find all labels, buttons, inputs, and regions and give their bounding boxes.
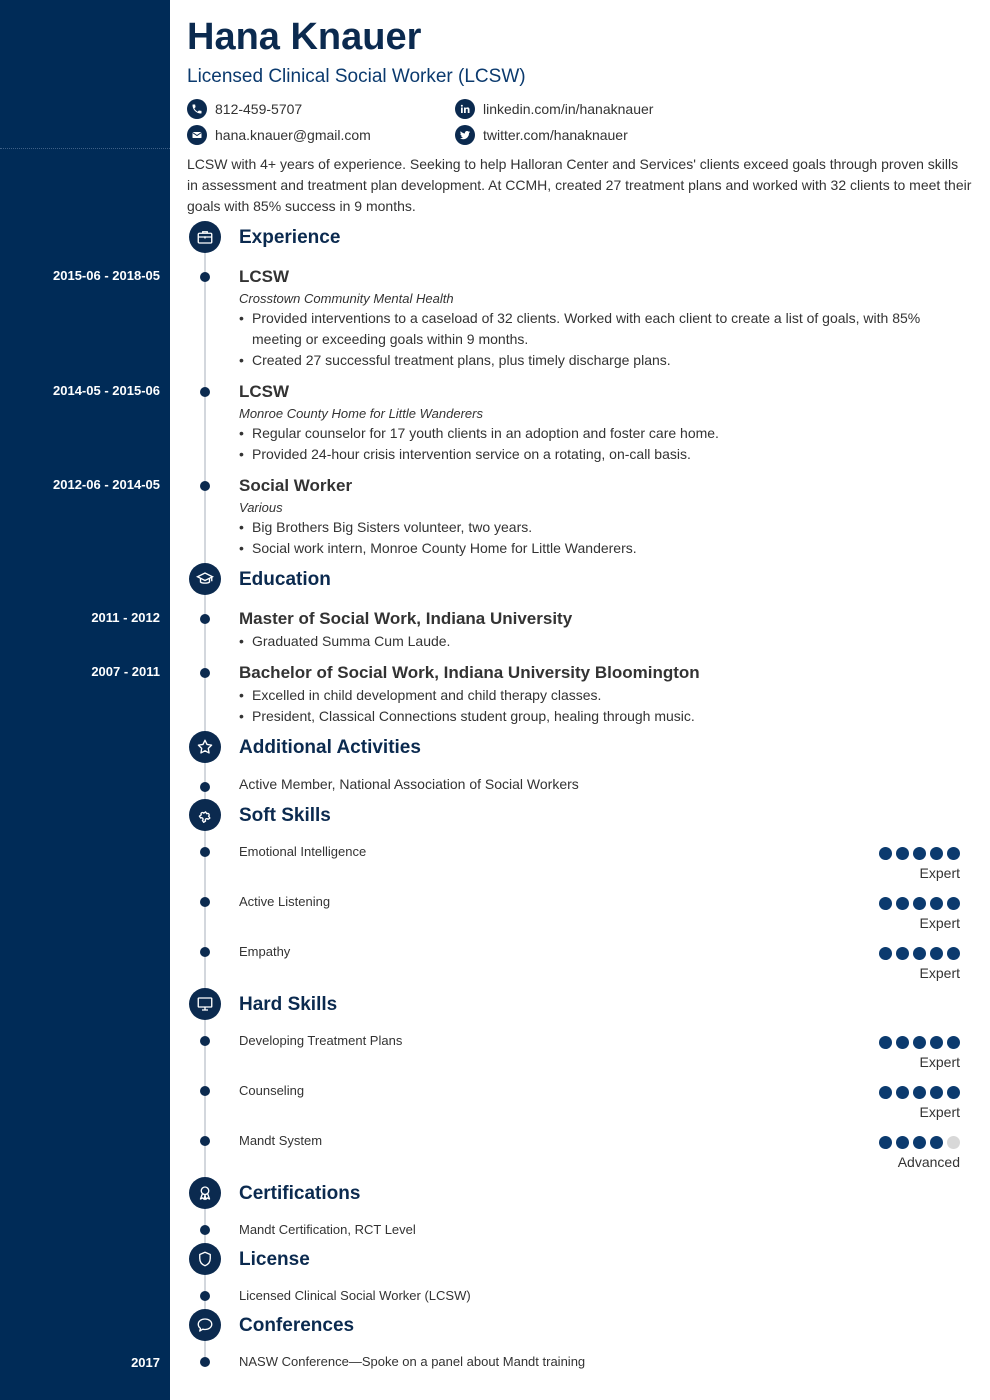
edu-1-bullets [239,631,939,652]
certification-item: Mandt Certification, RCT Level [239,1222,416,1237]
activities-heading: Additional Activities [239,737,421,758]
linkedin-text[interactable]: linkedin.com/in/hanaknauer [483,101,654,117]
timeline-dot [200,1357,210,1367]
email-text[interactable]: hana.knauer@gmail.com [215,127,371,143]
certifications-heading: Certifications [239,1183,361,1204]
soft-skill-1-level: Expert [919,865,960,881]
hard-skill-3-rating [879,1136,960,1149]
job-3-org: Various [239,500,283,515]
twitter-icon [455,125,475,145]
list-item: • Regular counselor for 17 youth clients in an adoption and foster care home. [239,423,939,444]
hard-skill-2-name: Counseling [239,1083,305,1098]
hard-skill-1-rating [879,1036,960,1049]
list-item: • Provided interventions to a caseload of 32 clients. Worked with each client to create a list of goals, with 85% meeting or exceeding goals within 9 months. [239,308,939,350]
sidebar-divider [0,148,170,149]
rating-dot-filled [930,1136,943,1149]
award-ribbon-icon [189,1177,221,1209]
license-heading: License [239,1249,310,1270]
rating-dot-filled [930,847,943,860]
graduation-cap-icon [189,563,221,595]
soft-skill-2-rating [879,897,960,910]
job-2-org: Monroe County Home for Little Wanderers [239,406,483,421]
rating-dot-filled [879,1136,892,1149]
rating-dot-filled [947,947,960,960]
timeline-dot [200,387,210,397]
shield-icon [189,1243,221,1275]
job-1-org: Crosstown Community Mental Health [239,291,454,306]
rating-dot-filled [896,947,909,960]
hard-skill-3-level: Advanced [897,1154,960,1170]
edu-2-bullets [239,685,939,727]
list-item: • Big Brothers Big Sisters volunteer, two years. [239,517,939,538]
job-2-dates: 2014-05 - 2015-06 [53,383,160,398]
timeline-dot [200,1086,210,1096]
monitor-icon [189,988,221,1020]
edu-1-title: Master of Social Work, Indiana University [239,609,573,628]
edu-1-dates: 2011 - 2012 [91,610,160,625]
rating-dot-filled [930,1086,943,1099]
job-3-title: Social Worker [239,476,353,495]
experience-heading: Experience [239,227,341,248]
rating-dot-filled [879,947,892,960]
soft-skill-2-level: Expert [919,915,960,931]
timeline-dot [200,947,210,957]
candidate-title: Licensed Clinical Social Worker (LCSW) [187,66,526,87]
hard-skills-heading: Hard Skills [239,994,338,1015]
rating-dot-filled [896,1136,909,1149]
rating-dot-filled [879,897,892,910]
hard-skill-1-level: Expert [919,1054,960,1070]
job-3-dates: 2012-06 - 2014-05 [53,477,160,492]
list-item: • Created 27 successful treatment plans, plus timely discharge plans. [239,350,939,371]
rating-dot-filled [879,847,892,860]
rating-dot-filled [896,897,909,910]
twitter-text[interactable]: twitter.com/hanaknauer [483,127,628,143]
timeline-dot [200,481,210,491]
soft-skill-2-name: Active Listening [239,894,331,909]
contact-twitter [455,125,628,145]
rating-dot-filled [896,847,909,860]
rating-dot-filled [947,1086,960,1099]
job-1-dates: 2015-06 - 2018-05 [53,268,160,283]
list-item: • Graduated Summa Cum Laude. [239,631,939,652]
timeline-dot [200,847,210,857]
rating-dot-filled [913,1136,926,1149]
rating-dot-filled [913,1086,926,1099]
edu-2-title: Bachelor of Social Work, Indiana University Bloomington [239,663,700,682]
rating-dot-filled [879,1086,892,1099]
hard-skill-1-name: Developing Treatment Plans [239,1033,403,1048]
rating-dot-filled [879,1036,892,1049]
job-2-title: LCSW [239,382,290,401]
rating-dot-filled [913,897,926,910]
list-item: • Social work intern, Monroe County Home for Little Wanderers. [239,538,939,559]
timeline-dot [200,782,210,792]
star-icon [189,731,221,763]
hard-skill-3-name: Mandt System [239,1133,323,1148]
rating-dot-empty [947,1136,960,1149]
hard-skill-2-rating [879,1086,960,1099]
envelope-icon [187,125,207,145]
profile-summary: LCSW with 4+ years of experience. Seeking to help Halloran Center and Services' clients exceed goals through proven skills in assessment and treatment plan development. At CCMH, created 27 treatment plans and worked with 32 clients to meet their goals with 85% success in 9 months. [187,156,972,214]
list-item: • Excelled in child development and child therapy classes. [239,685,939,706]
job-3-bullets [239,517,939,559]
edu-2-dates: 2007 - 2011 [91,664,160,679]
linkedin-icon [455,99,475,119]
timeline-dot [200,1136,210,1146]
soft-skill-3-name: Empathy [239,944,291,959]
timeline-dot [200,272,210,282]
briefcase-icon [189,221,221,253]
rating-dot-filled [913,947,926,960]
conference-item: NASW Conference—Spoke on a panel about Mandt training [239,1354,586,1369]
sidebar [0,0,170,1400]
rating-dot-filled [913,1036,926,1049]
rating-dot-filled [947,847,960,860]
candidate-name: Hana Knauer [187,16,422,58]
timeline-dot [200,614,210,624]
education-heading: Education [239,569,331,590]
timeline-dot [200,668,210,678]
puzzle-piece-icon [189,799,221,831]
rating-dot-filled [930,897,943,910]
rating-dot-filled [947,897,960,910]
conferences-heading: Conferences [239,1315,355,1336]
job-2-bullets [239,423,939,465]
rating-dot-filled [896,1036,909,1049]
job-1-bullets [239,308,939,371]
soft-skills-heading: Soft Skills [239,805,331,826]
activity-item: Active Member, National Association of Social Workers [239,776,579,792]
soft-skill-3-rating [879,947,960,960]
contact-linkedin [455,99,653,119]
license-item: Licensed Clinical Social Worker (LCSW) [239,1288,471,1303]
timeline-dot [200,1036,210,1046]
rating-dot-filled [913,847,926,860]
rating-dot-filled [947,1036,960,1049]
soft-skill-1-name: Emotional Intelligence [239,844,367,859]
rating-dot-filled [930,947,943,960]
phone-icon [187,99,207,119]
contact-phone [187,99,302,119]
list-item: • Provided 24-hour crisis intervention service on a rotating, on-call basis. [239,444,939,465]
rating-dot-filled [896,1086,909,1099]
hard-skill-2-level: Expert [919,1104,960,1120]
rating-dot-filled [930,1036,943,1049]
job-1-title: LCSW [239,267,290,286]
conference-1-date: 2017 [131,1355,160,1370]
phone-text: 812-459-5707 [215,101,303,117]
soft-skill-3-level: Expert [919,965,960,981]
speech-bubble-icon [189,1309,221,1341]
list-item: • President, Classical Connections student group, healing through music. [239,706,939,727]
contact-email [187,125,371,145]
timeline-dot [200,1291,210,1301]
timeline-dot [200,897,210,907]
timeline-dot [200,1225,210,1235]
soft-skill-1-rating [879,847,960,860]
